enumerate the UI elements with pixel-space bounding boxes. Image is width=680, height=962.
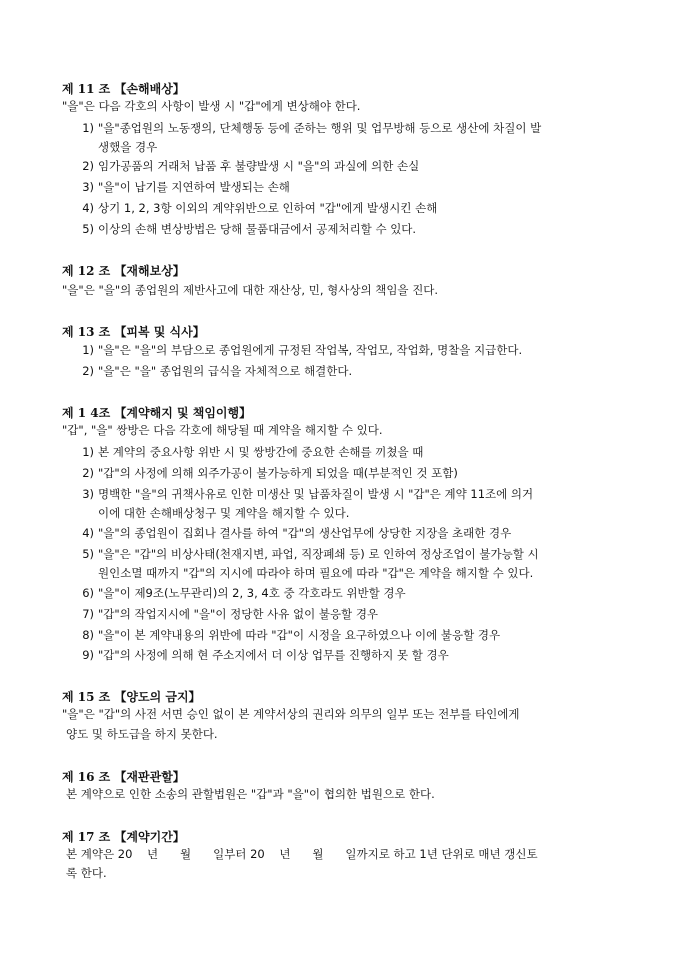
item-text: "을"이 제9조(노무관리)의 2, 3, 4호 중 각호라도 위반할 경우 <box>98 586 406 600</box>
item-number: 4) <box>82 201 94 215</box>
item-number: 3) <box>82 487 94 501</box>
item-number: 5) <box>82 222 94 236</box>
article-11-heading: 제 11 조 【손해배상】 <box>62 82 185 96</box>
item-text: "을"이 납기를 지연하여 발생되는 손해 <box>98 180 290 194</box>
item-text: "갑"의 작업지시에 "을"이 정당한 사유 없이 불응할 경우 <box>98 607 379 621</box>
item-text: "을"종업원의 노동쟁의, 단체행동 등에 준하는 행위 및 업무방해 등으로 생산에 차질이 발 <box>98 121 542 135</box>
item-number: 7) <box>82 607 94 621</box>
item-text: "갑"의 사정에 의해 현 주소지에서 더 이상 업무를 진행하지 못 할 경우 <box>98 648 449 662</box>
item-text: 본 계약의 중요사항 위반 시 및 쌍방간에 중요한 손해를 끼쳤을 때 <box>98 445 424 459</box>
article-17-body-line2: 록 한다. <box>66 866 107 880</box>
article-13-heading: 제 13 조 【피복 및 식사】 <box>62 325 205 339</box>
article-15-body-line1: "을"은 "갑"의 사전 서면 승인 없이 본 계약서상의 권리와 의무의 일부 또는 전부를 타인에게 <box>62 707 520 721</box>
item-text: "을"은 "갑"의 비상사태(천재지변, 파업, 직장폐쇄 등) 로 인하여 정상조업이 불가능할 시 <box>98 547 539 561</box>
article-17-body-line1: 본 계약은 20 년 월 일부터 20 년 월 일까지로 하고 1년 단위로 매년 갱신토 <box>66 847 538 861</box>
article-14-intro: "갑", "을" 쌍방은 다음 각호에 해당될 때 계약을 해지할 수 있다. <box>62 423 383 437</box>
item-number: 9) <box>82 648 94 662</box>
item-text: "을"은 "을" 종업원의 급식을 자체적으로 해결한다. <box>98 364 353 378</box>
item-text: 상기 1, 2, 3항 이외의 계약위반으로 인하여 "갑"에게 발생시킨 손해 <box>98 201 438 215</box>
item-number: 6) <box>82 586 94 600</box>
item-text: "을"의 종업원이 집회나 결사를 하여 "갑"의 생산업무에 상당한 지장을 초래한 경우 <box>98 526 512 540</box>
article-16-body: 본 계약으로 인한 소송의 관할법원은 "갑"과 "을"이 협의한 법원으로 한다. <box>66 787 435 801</box>
item-number: 1) <box>82 121 94 135</box>
article-14-heading: 제 1 4조 【계약해지 및 책임이행】 <box>62 406 252 420</box>
item-text: "을"이 본 계약내용의 위반에 따라 "갑"이 시정을 요구하였으나 이에 불응할 경우 <box>98 628 501 642</box>
item-text: 임가공품의 거래처 납품 후 불량발생 시 "을"의 과실에 의한 손실 <box>98 159 420 173</box>
item-text-continued: 원인소멸 때까지 "갑"의 지시에 따라야 하며 필요에 따라 "갑"은 계약을 해지할 수 있다. <box>98 566 534 580</box>
item-text: 이상의 손해 변상방법은 당해 물품대금에서 공제처리할 수 있다. <box>98 222 417 236</box>
item-text-continued: 이에 대한 손해배상청구 및 계약을 해지할 수 있다. <box>98 506 350 520</box>
item-text: "갑"의 사정에 의해 외주가공이 불가능하게 되었을 때(부분적인 것 포함) <box>98 466 458 480</box>
item-number: 2) <box>82 364 94 378</box>
article-12-body: "을"은 "을"의 종업원의 제반사고에 대한 재산상, 민, 형사상의 책임을 진다. <box>62 283 439 297</box>
article-16-heading: 제 16 조 【재판관할】 <box>62 770 185 784</box>
article-17-heading: 제 17 조 【계약기간】 <box>62 830 185 844</box>
item-number: 3) <box>82 180 94 194</box>
item-text-continued: 생했을 경우 <box>98 140 158 154</box>
article-12-heading: 제 12 조 【재해보상】 <box>62 264 185 278</box>
item-number: 8) <box>82 628 94 642</box>
item-number: 1) <box>82 343 94 357</box>
item-number: 2) <box>82 159 94 173</box>
article-15-heading: 제 15 조 【양도의 금지】 <box>62 690 201 704</box>
item-number: 1) <box>82 445 94 459</box>
item-text: 명백한 "을"의 귀책사유로 인한 미생산 및 납품차질이 발생 시 "갑"은 계약 11조에 의거 <box>98 487 534 501</box>
article-11-intro: "을"은 다음 각호의 사항이 발생 시 "갑"에게 변상해야 한다. <box>62 99 361 113</box>
item-text: "을"은 "을"의 부담으로 종업원에게 규정된 작업복, 작업모, 작업화, 명찰을 지급한다. <box>98 343 523 357</box>
item-number: 5) <box>82 547 94 561</box>
article-15-body-line2: 양도 및 하도급을 하지 못한다. <box>66 727 218 741</box>
item-number: 4) <box>82 526 94 540</box>
item-number: 2) <box>82 466 94 480</box>
